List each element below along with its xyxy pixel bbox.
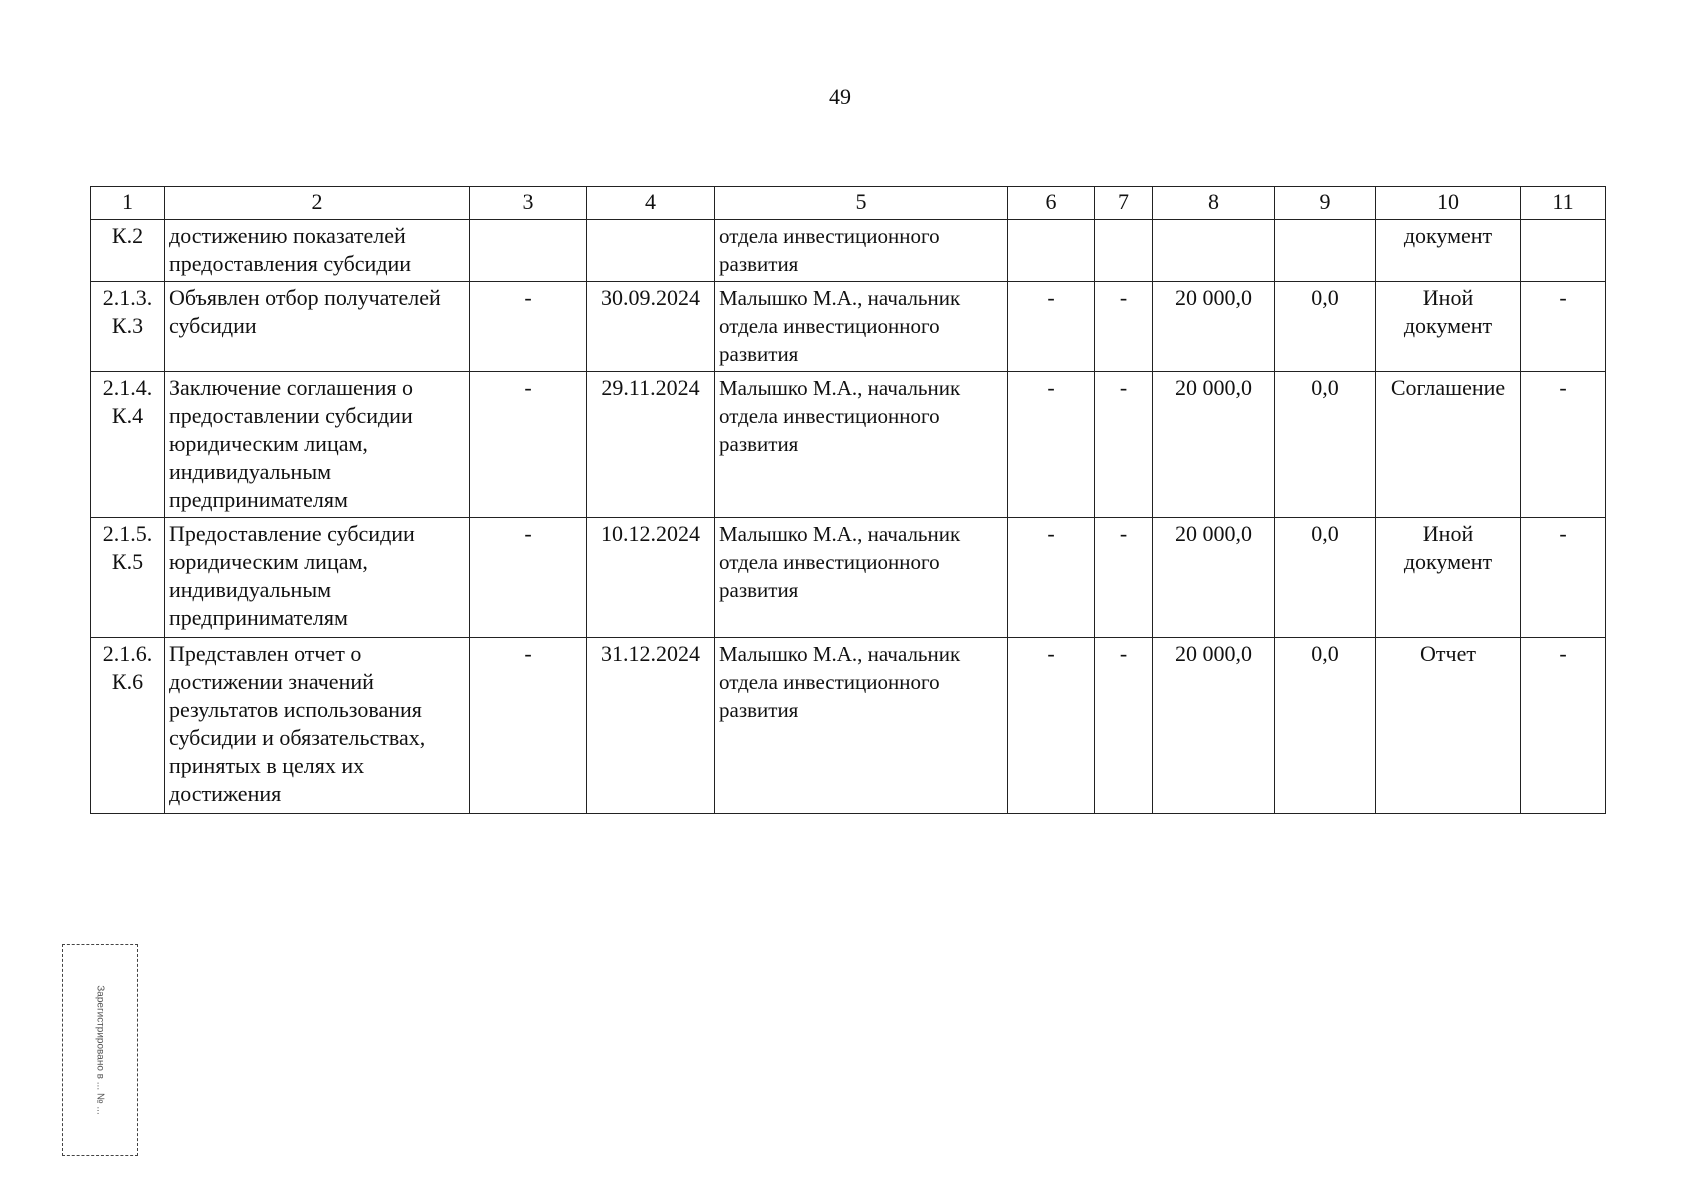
table-row: [91, 282, 1606, 372]
table-header-row: [91, 187, 1606, 220]
row-responsible: Малышко М.А., начальник отдела инвестиционного развития: [715, 638, 1008, 814]
row-date: [587, 220, 715, 282]
table-row: [91, 220, 1606, 282]
row-date: 30.09.2024: [587, 282, 715, 372]
row-col7: -: [1095, 282, 1153, 372]
row-col9: 0,0: [1275, 638, 1376, 814]
row-document: Иной документ: [1376, 282, 1521, 372]
table-row: [91, 638, 1606, 814]
row-responsible: отдела инвестиционного развития: [715, 220, 1008, 282]
row-col11: -: [1521, 638, 1606, 814]
row-document: Соглашение: [1376, 372, 1521, 518]
row-col6: -: [1008, 372, 1095, 518]
header-cell: 2: [165, 187, 470, 220]
row-code: 2.1.3. К.3: [91, 282, 165, 372]
row-responsible: Малышко М.А., начальник отдела инвестиционного развития: [715, 282, 1008, 372]
row-name: достижению показателей предоставления субсидии: [165, 220, 470, 282]
row-col11: [1521, 220, 1606, 282]
row-col3: -: [470, 518, 587, 638]
row-col7: -: [1095, 372, 1153, 518]
row-col11: -: [1521, 372, 1606, 518]
stamp-text: Зарегистрировано в ... № ...: [94, 985, 106, 1115]
row-name: Заключение соглашения о предоставлении субсидии юридическим лицам, индивидуальным предпринимателям: [165, 372, 470, 518]
header-cell: 8: [1153, 187, 1275, 220]
table-row: [91, 518, 1606, 638]
row-col6: -: [1008, 518, 1095, 638]
row-responsible: Малышко М.А., начальник отдела инвестиционного развития: [715, 518, 1008, 638]
header-cell: 3: [470, 187, 587, 220]
header-cell: 1: [91, 187, 165, 220]
registration-stamp: [62, 944, 138, 1156]
row-col7: -: [1095, 638, 1153, 814]
row-col11: -: [1521, 518, 1606, 638]
row-col6: -: [1008, 638, 1095, 814]
header-cell: 4: [587, 187, 715, 220]
row-col6: -: [1008, 282, 1095, 372]
row-amount: 20 000,0: [1153, 282, 1275, 372]
row-date: 29.11.2024: [587, 372, 715, 518]
row-code: К.2: [91, 220, 165, 282]
row-col3: -: [470, 372, 587, 518]
plan-table: [90, 186, 1606, 814]
row-amount: [1153, 220, 1275, 282]
row-code: 2.1.5. К.5: [91, 518, 165, 638]
row-amount: 20 000,0: [1153, 638, 1275, 814]
row-responsible: Малышко М.А., начальник отдела инвестиционного развития: [715, 372, 1008, 518]
header-cell: 7: [1095, 187, 1153, 220]
row-date: 10.12.2024: [587, 518, 715, 638]
page-number: 49: [829, 84, 851, 109]
row-document: Отчет: [1376, 638, 1521, 814]
row-col11: -: [1521, 282, 1606, 372]
table-row: [91, 372, 1606, 518]
row-code: 2.1.6. К.6: [91, 638, 165, 814]
header-cell: 11: [1521, 187, 1606, 220]
row-col3: -: [470, 282, 587, 372]
row-col7: [1095, 220, 1153, 282]
header-cell: 6: [1008, 187, 1095, 220]
row-date: 31.12.2024: [587, 638, 715, 814]
row-amount: 20 000,0: [1153, 518, 1275, 638]
row-col9: 0,0: [1275, 518, 1376, 638]
row-document: Иной документ: [1376, 518, 1521, 638]
row-col9: 0,0: [1275, 282, 1376, 372]
row-col9: [1275, 220, 1376, 282]
row-code: 2.1.4. К.4: [91, 372, 165, 518]
row-name: Представлен отчет о достижении значений результатов использования субсидии и обязательствах, принятых в целях их достижения: [165, 638, 470, 814]
header-cell: 9: [1275, 187, 1376, 220]
row-name: Предоставление субсидии юридическим лицам, индивидуальным предпринимателям: [165, 518, 470, 638]
row-col6: [1008, 220, 1095, 282]
row-col7: -: [1095, 518, 1153, 638]
row-document: документ: [1376, 220, 1521, 282]
header-cell: 10: [1376, 187, 1521, 220]
header-cell: 5: [715, 187, 1008, 220]
row-name: Объявлен отбор получателей субсидии: [165, 282, 470, 372]
row-amount: 20 000,0: [1153, 372, 1275, 518]
row-col3: -: [470, 638, 587, 814]
row-col3: [470, 220, 587, 282]
row-col9: 0,0: [1275, 372, 1376, 518]
